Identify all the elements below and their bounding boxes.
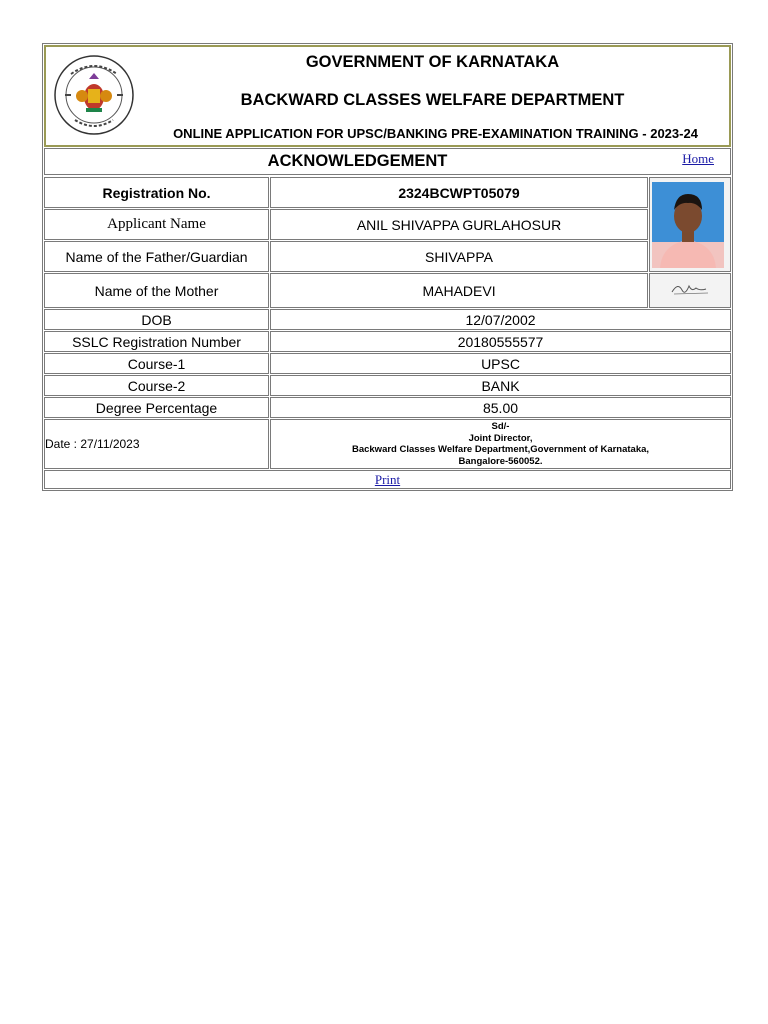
sslc-label: SSLC Registration Number [44,331,269,352]
table-row [44,177,731,208]
header-application-title: ONLINE APPLICATION FOR UPSC/BANKING PRE-EXAMINATION TRAINING - 2023-24 [173,126,698,141]
table-row [44,241,731,272]
table-row [44,309,731,330]
applicant-name-label: Applicant Name [44,209,269,240]
table-row [44,470,731,489]
print-cell [44,470,731,489]
applicant-name-value: ANIL SHIVAPPA GURLAHOSUR [270,209,648,240]
acknowledgement-title: ACKNOWLEDGEMENT [267,152,448,170]
table-row [44,397,731,418]
department-text: Backward Classes Welfare Department,Government of Karnataka, [351,444,650,455]
applicant-photo [649,177,731,272]
degree-percentage-label: Degree Percentage [44,397,269,418]
dob-label: DOB [44,309,269,330]
applicant-photo-image [652,182,724,268]
acknowledgement-document [42,43,733,491]
mother-name-value: MAHADEVI [270,273,648,308]
date-value: Date : 27/11/2023 [44,419,269,469]
sslc-value: 20180555577 [270,331,731,352]
father-name-value: SHIVAPPA [270,241,648,272]
table-row [44,209,731,240]
table-row [44,419,731,469]
applicant-signature [649,273,731,308]
home-link[interactable]: Home [682,151,714,166]
course1-value: UPSC [270,353,731,374]
dob-value: 12/07/2002 [270,309,731,330]
course1-label: Course-1 [44,353,269,374]
acknowledgement-bar [44,148,731,175]
address-text: Bangalore-560052. [458,455,543,467]
mother-name-label: Name of the Mother [44,273,269,308]
registration-label: Registration No. [44,177,269,208]
table-row [44,375,731,396]
karnataka-emblem-icon [53,54,135,136]
course2-value: BANK [270,375,731,396]
designation-text: Joint Director, [468,432,533,444]
header-department-title: BACKWARD CLASSES WELFARE DEPARTMENT [240,91,625,109]
print-link[interactable]: Print [374,472,401,487]
applicant-details-table [43,176,732,490]
table-row [44,331,731,352]
signatory-block [270,419,731,469]
sd-text: Sd/- [491,421,510,432]
father-name-label: Name of the Father/Guardian [44,241,269,272]
course2-label: Course-2 [44,375,269,396]
header-government-title: GOVERNMENT OF KARNATAKA [305,53,560,71]
degree-percentage-value: 85.00 [270,397,731,418]
table-row [44,353,731,374]
registration-value: 2324BCWPT05079 [270,177,648,208]
table-row [44,273,731,308]
document-header [44,45,731,147]
signature-image [652,274,728,304]
